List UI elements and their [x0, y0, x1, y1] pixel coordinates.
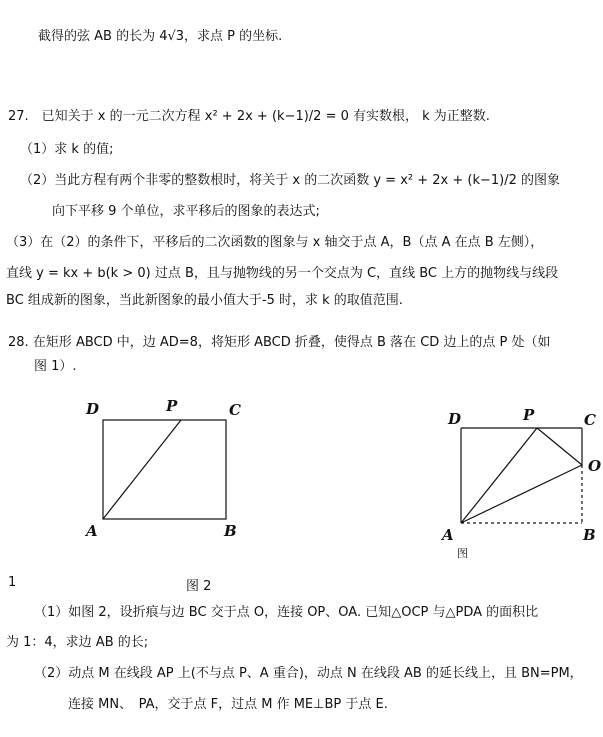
- question-28-title-cont: 图 1）.: [34, 359, 77, 374]
- question-27-part-3-line-2: 直线 y = kx + b(k > 0) 过点 B，且与抛物线的另一个交点为 C，直线 BC 上方的抛物线与线段: [6, 266, 559, 281]
- figure-2-caption: 图 2: [186, 579, 212, 594]
- question-27-part-3-line-3: BC 组成新的图象，当此新图象的最小值大于-5 时，求 k 的取值范围.: [6, 293, 403, 308]
- figure-2-label-C: C: [584, 411, 596, 429]
- figure-1-label-C: C: [229, 401, 241, 419]
- question-27-part-2-line-1: （2）当此方程有两个非零的整数根时，将关于 x 的二次函数 y = x² + 2x + (k−1)/2 的图象: [20, 173, 561, 188]
- figure-1-caption: 1: [8, 575, 17, 590]
- question-27-part-3-line-1: （3）在（2）的条件下，平移后的二次函数的图象与 x 轴交于点 A，B（点 A 在点 B 左侧），: [6, 235, 544, 250]
- question-28-part-1-line-1: （1）如图 2，设折痕与边 BC 交于点 O，连接 OP、OA. 已知△OCP 与△PDA 的面积比: [34, 605, 539, 620]
- figure-2-label-A: A: [442, 526, 454, 544]
- figure-1-label-B: B: [224, 522, 237, 540]
- question-28-title: 28. 在矩形 ABCD 中，边 AD=8，将矩形 ABCD 折叠，使得点 B 落在 CD 边上的点 P 处（如: [8, 335, 551, 350]
- figure-2-label-D: D: [448, 410, 462, 428]
- figure-2-label-P: P: [523, 406, 535, 424]
- question-27-part-2-line-2: 向下平移 9 个单位，求平移后的图象的表达式;: [52, 204, 320, 219]
- figure-1-fold-line: [103, 420, 181, 519]
- figure-1-label-P: P: [166, 397, 178, 415]
- question-28-part-2-line-1: （2）动点 M 在线段 AP 上(不与点 P、A 重合)，动点 N 在线段 AB 的延长线上，且 BN=PM，: [34, 666, 583, 681]
- figure-2-stray-glyph: 图: [457, 547, 468, 560]
- figure-2-label-B: B: [583, 526, 596, 544]
- question-27-part-1: （1）求 k 的值;: [20, 142, 114, 157]
- figure-2-line-AO: [461, 465, 582, 523]
- question-28-part-1-line-2: 为 1：4，求边 AB 的长;: [6, 635, 149, 650]
- figure-1-label-D: D: [86, 400, 100, 418]
- figure-2-line-PO: [537, 428, 582, 465]
- figure-2-label-O: O: [588, 457, 602, 475]
- question-27-title: 27. 已知关于 x 的一元二次方程 x² + 2x + (k−1)/2 = 0 有实数根， k 为正整数.: [8, 109, 490, 124]
- figure-1-label-A: A: [86, 522, 98, 540]
- question-28-part-2-line-2: 连接 MN、 PA，交于点 F，过点 M 作 ME⊥BP 于点 E.: [68, 697, 388, 712]
- text-line-0: 截得的弦 AB 的长为 4√3，求点 P 的坐标.: [38, 29, 283, 44]
- figure-2-line-AP: [461, 428, 537, 523]
- figure-1-rect: [103, 420, 226, 519]
